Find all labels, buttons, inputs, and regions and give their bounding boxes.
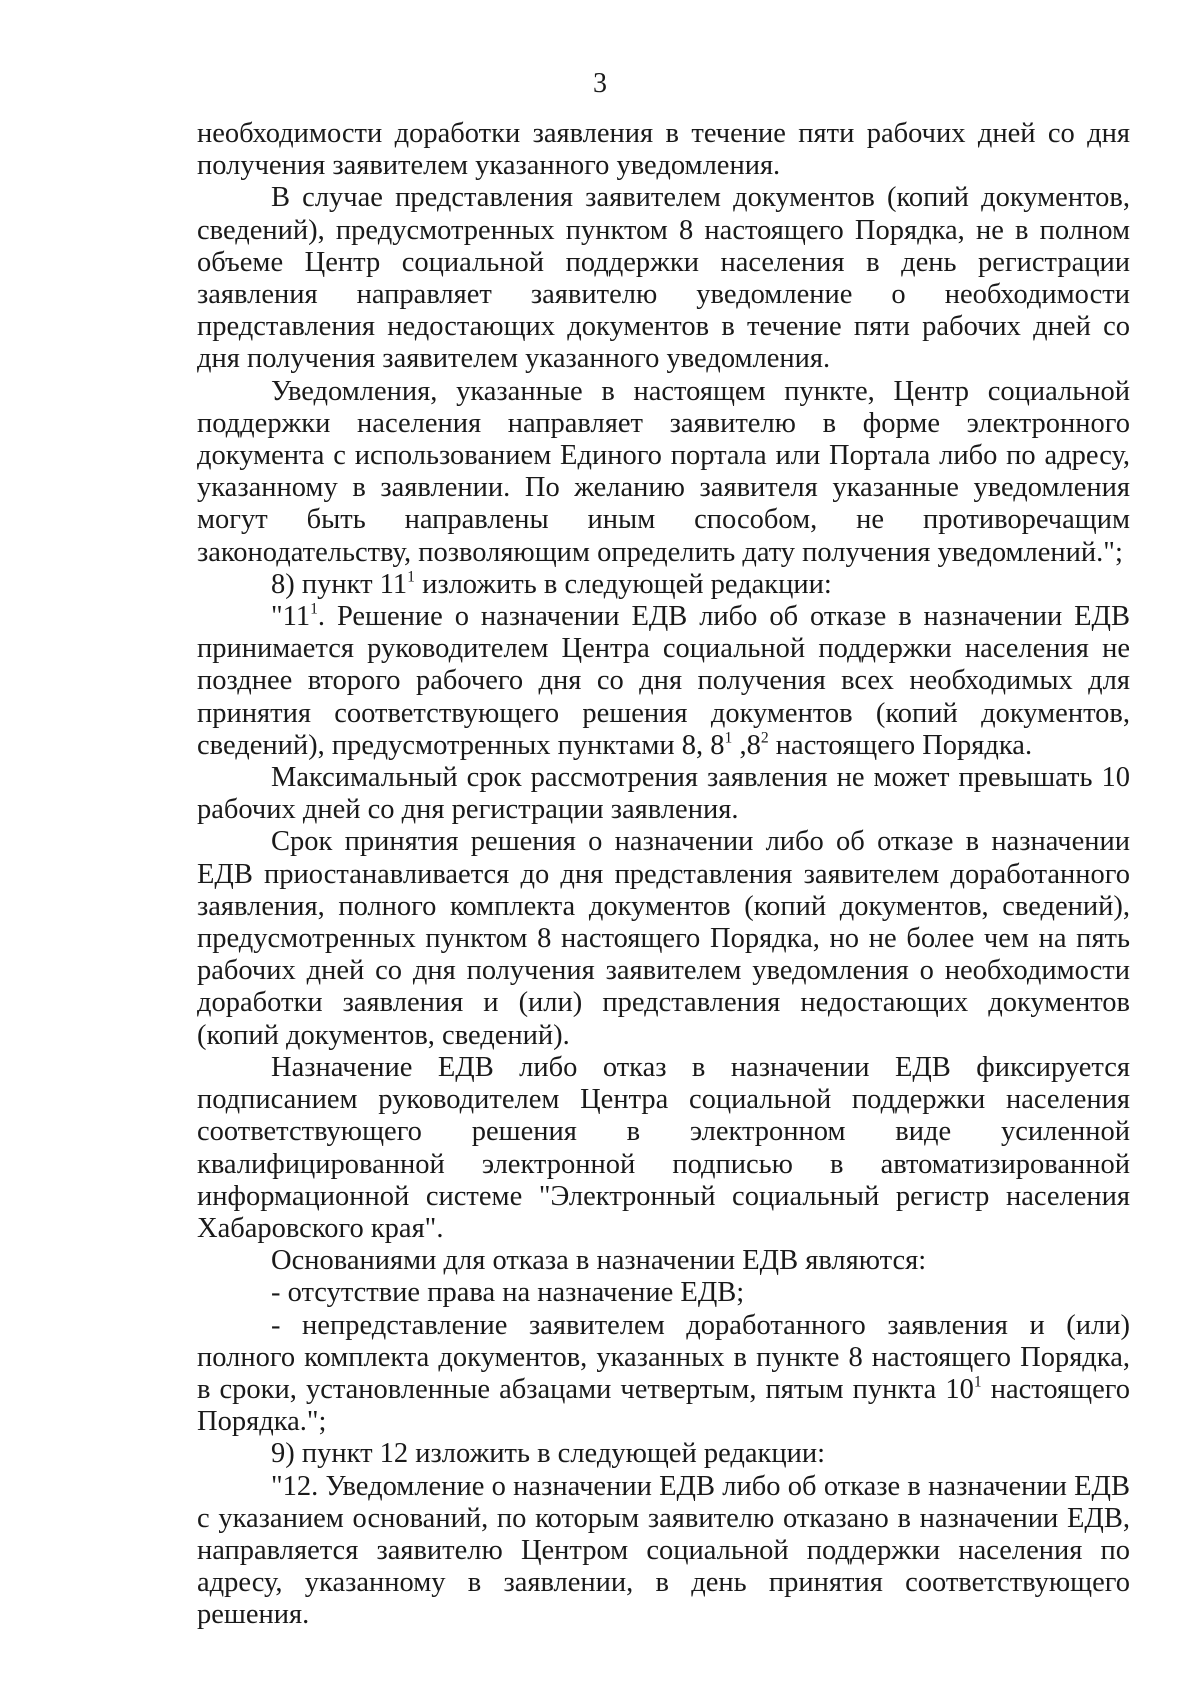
item-8-text: 8) пункт 11: [271, 568, 408, 600]
paragraph-max-term: Максимальный срок рассмотрения заявления не может превышать 10 рабочих дней со дня регистрации заявления.: [197, 762, 1130, 826]
paragraph-incomplete-documents: В случае представления заявителем документов (копий документов, сведений), предусмотренных пунктом 8 настоящего Порядка, не в полном объеме Центр социальной поддержки населения в день регистрации заявления направляет заявителю уведомление о необходимости представления недостающих документов в течение пяти рабочих дней со дня получения заявителем указанного уведомления.: [197, 182, 1130, 375]
point-11-1-text-2: ,8: [732, 729, 761, 761]
paragraph-item-9: 9) пункт 12 изложить в следующей редакции:: [271, 1438, 826, 1470]
paragraph-continuation: необходимости доработки заявления в течение пяти рабочих дней со дня получения заявителем указанного уведомления.: [197, 118, 1130, 182]
paragraph-point-12: "12. Уведомление о назначении ЕДВ либо об отказе в назначении ЕДВ с указанием оснований, по которым заявителю отказано в назначении ЕДВ, направляется заявителю Центром социальной поддержки населения по адресу, указанному в заявлении, в день принятия соответствующего решения.: [197, 1470, 1130, 1631]
document-body: [197, 118, 1130, 1632]
superscript: 1: [310, 600, 318, 618]
paragraph-notifications: Уведомления, указанные в настоящем пункте, Центр социальной поддержки населения направляет заявителю в форме электронного документа с использованием Единого портала или Портала либо по адресу, указанному в заявлении. По желанию заявителя указанные уведомления могут быть направлены иным способом, не противоречащим законодательству, позволяющим определить дату получения уведомлений.";: [197, 375, 1130, 568]
superscript: 2: [760, 729, 769, 747]
paragraph-signature: Назначение ЕДВ либо отказ в назначении ЕДВ фиксируется подписанием руководителем Центра социальной поддержки населения соответствующего решения в электронном виде усиленной квалифицированной электронной подписью в автоматизированной информационной системе "Электронный социальный регистр населения Хабаровского края".: [197, 1051, 1130, 1244]
list-item-not-submitted: [197, 1310, 1130, 1439]
paragraph-suspension: Срок принятия решения о назначении либо об отказе в назначении ЕДВ приостанавливается до дня представления заявителем доработанного заявления, полного комплекта документов (копий документов, сведений), предусмотренных пунктом 8 настоящего Порядка, но не более чем на пять рабочих дней со дня получения заявителем уведомления о необходимости доработки заявления и (или) представления недостающих документов (копий документов, сведений).: [197, 826, 1130, 1051]
paragraph-point-11-1: [197, 601, 1130, 762]
superscript: 1: [407, 568, 415, 586]
point-11-1-start: "11: [271, 601, 311, 633]
not-submitted-text-end: настоящего Порядка.";: [197, 1373, 1130, 1438]
page-number: 3: [593, 68, 607, 99]
paragraph-item-8: [197, 569, 1130, 601]
point-11-1-text-end: настоящего Порядка.: [768, 729, 1033, 761]
point-11-1-text: . Решение о назначении ЕДВ либо об отказе в назначении ЕДВ принимается руководителем Центра социальной поддержки населения не позднее второго рабочего дня со дня получения всех необходимых для принятия соответствующего решения документов (копий документов, сведений), предусмотренных пунктами 8, 8: [197, 601, 1130, 761]
list-item-no-right: - отсутствие права на назначение ЕДВ;: [271, 1277, 745, 1309]
not-submitted-text: - непредставление заявителем доработанного заявления и (или) полного комплекта документов, указанных в пункте 8 настоящего Порядка, в сроки, установленные абзацами четвертым, пятым пункта 10: [197, 1309, 1130, 1405]
paragraph-grounds: Основаниями для отказа в назначении ЕДВ являются:: [271, 1245, 927, 1277]
superscript: 1: [724, 729, 733, 747]
item-8-text-end: изложить в следующей редакции:: [414, 568, 832, 600]
superscript: 1: [973, 1373, 982, 1391]
